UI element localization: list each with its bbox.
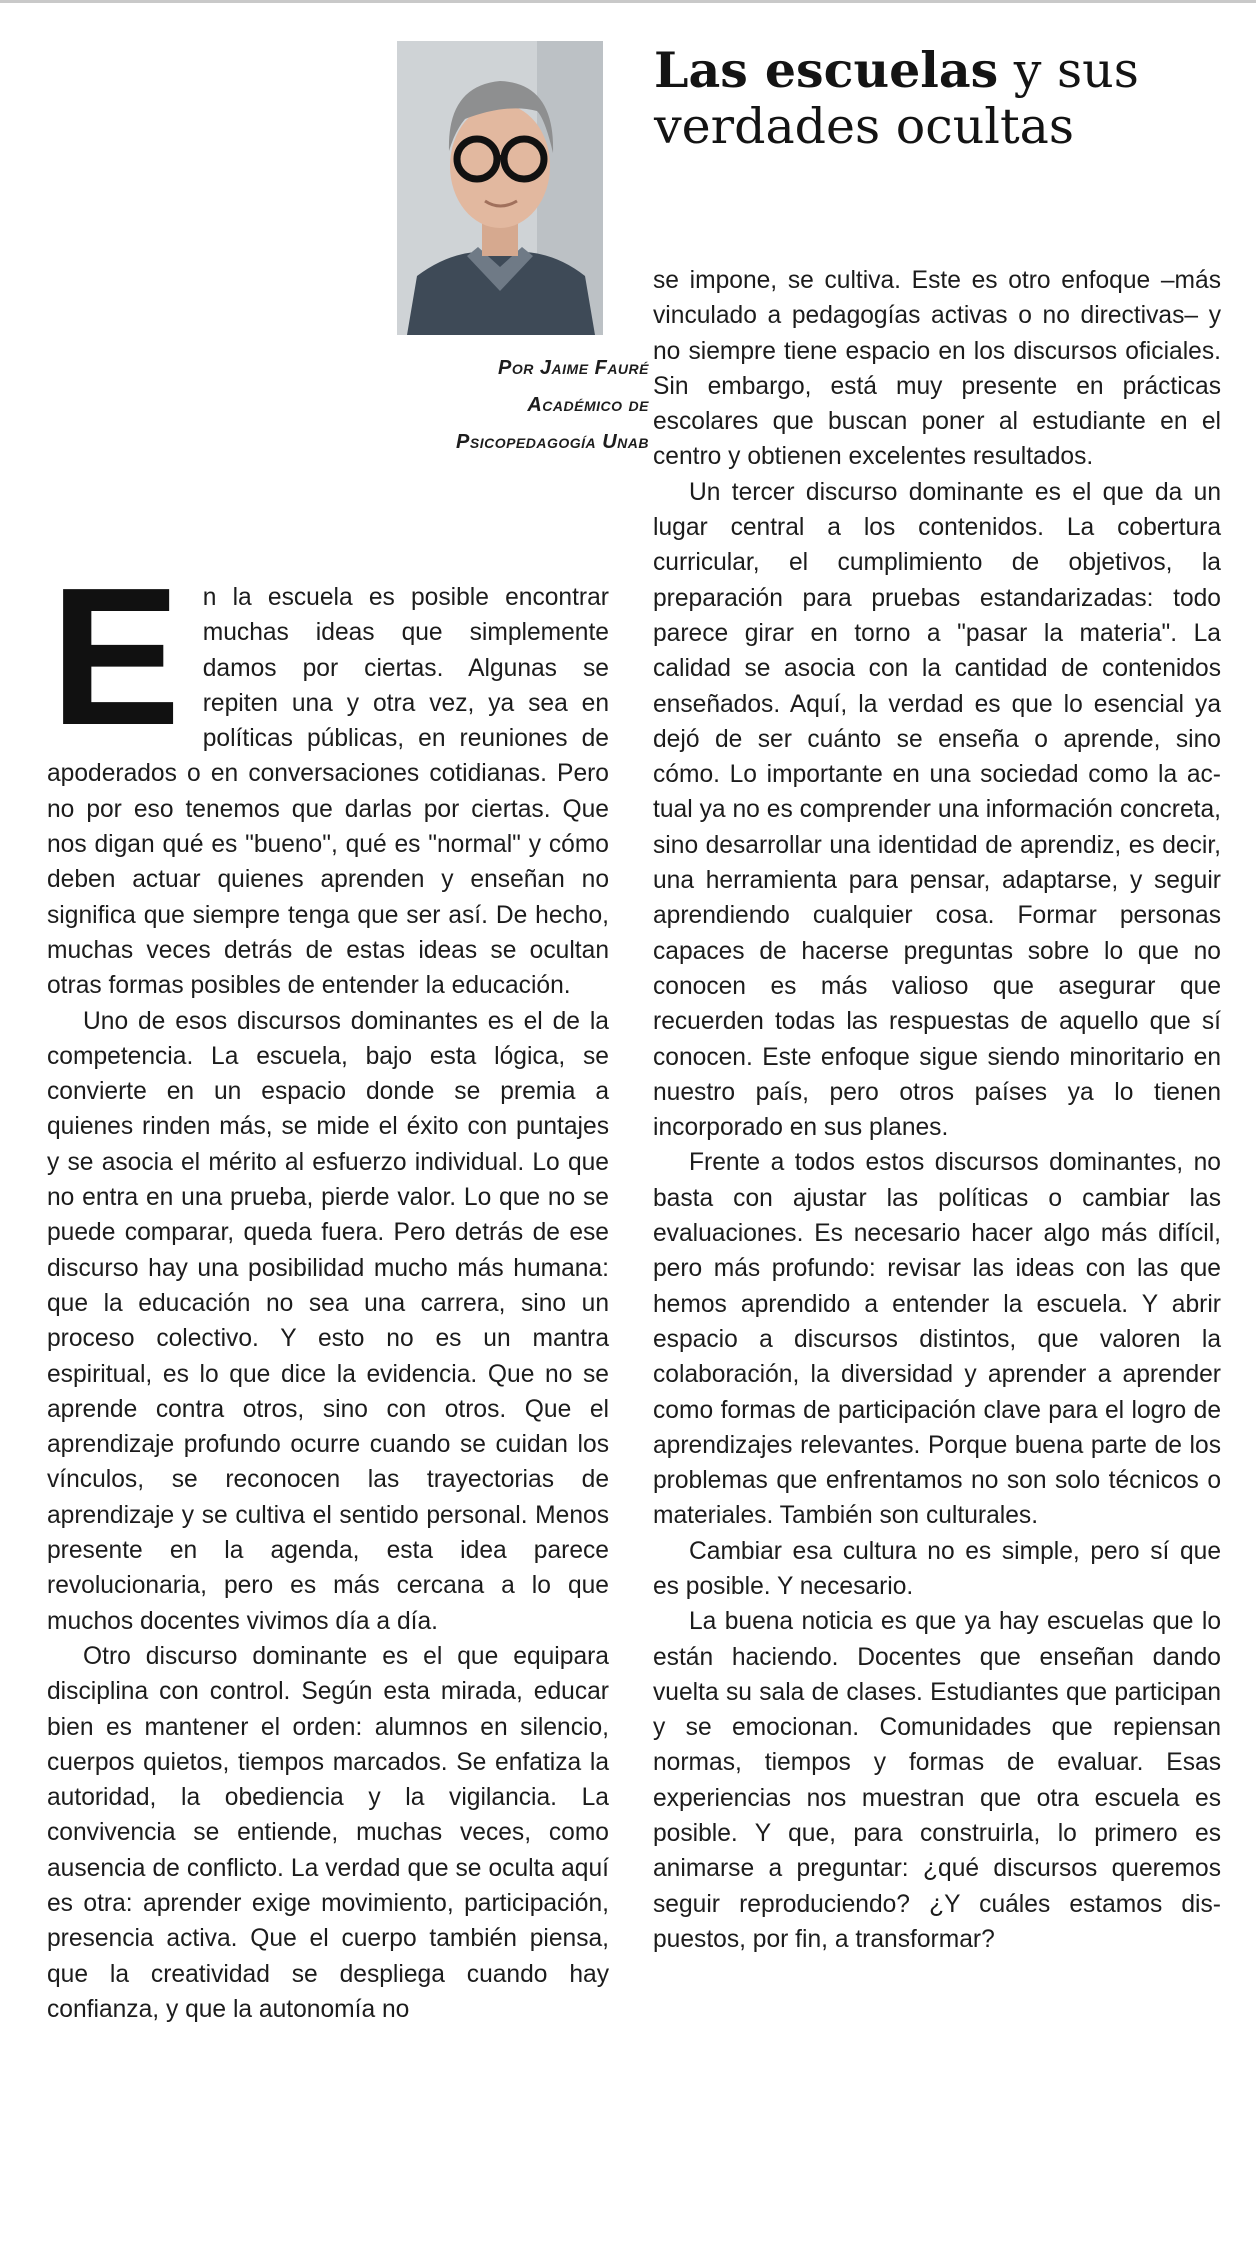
author-photo bbox=[397, 41, 603, 335]
byline-title: Académico de bbox=[527, 394, 649, 416]
drop-cap: E bbox=[50, 547, 181, 766]
article-column-right bbox=[653, 263, 1221, 1957]
paragraph-3: Otro discurso dominante es el que equipara disciplina con control. Según esta mirada, educar bien es mantener el orden: alumnos en silencio, cuerpos quietos, tiempos marcados. Se enfatiza la autoridad, la obediencia y la vigilancia. La convivencia se entiende, muchas veces, como ausencia de conflicto. La verdad que se oculta aquí es otra: aprender exige movimiento, participación, presencia activa. Que el cuerpo también piensa, que la creatividad se despliega cuando hay confianza, y que la autonomía no bbox=[47, 1642, 609, 2023]
byline-department: Psicopedagogía Unab bbox=[456, 431, 649, 453]
byline bbox=[456, 350, 649, 461]
headline-bold: Las escuelas bbox=[654, 41, 999, 99]
headline bbox=[654, 42, 1214, 155]
headline-line-2: verdades ocultas bbox=[654, 98, 1074, 155]
top-rule bbox=[0, 0, 1256, 3]
paragraph-2: Uno de esos discursos dominantes es el de la competencia. La escuela, bajo esta lógica, se convierte en un espacio donde se premia a quienes rinden más, se mide el éxito con puntajes y se asocia el mérito al esfuerzo individual. Lo que no entra en una prueba, pierde valor. Lo que no se puede comparar, queda fuera. Pero detrás de ese discurso hay una posibilidad mucho más humana: que la educación no sea una carrera, sino un proceso colectivo. Y esto no es un mantra espiritual, es lo que dice la evidencia. Que no se aprende contra otros, sino con otros. Que el aprendizaje profundo ocurre cuando se cuidan los vínculos, se reconocen las trayectorias de aprendizaje y se cultiva el sentido personal. Menos presente en la agenda, esta idea parece revolucionaria, pero es más cercana a lo que muchos docentes vivimos día a día. bbox=[47, 1007, 609, 1635]
paragraph-7: La buena noticia es que ya hay escuelas que lo están haciendo. Docentes que enseñan dando vuelta su sala de clases. Estudiantes que participan y se emocionan. Comunidades que repiensan normas, tiempos y formas de evaluar. Esas experiencias nos muestran que otra escuela es posible. Y que, para construirla, lo primero es animarse a preguntar: ¿qué discursos queremos seguir reproduciendo? ¿Y cuáles estamos dispuestos, por fin, a transformar? bbox=[653, 1608, 1221, 1953]
paragraph-1-text: n la escuela es posible encontrar muchas ideas que simplemente damos por ciertas. Algunas se repiten una y otra vez, ya sea en políticas públicas, en reuniones de apoderados o en conversaciones cotidianas. Pero no por eso tenemos que darlas por ciertas. Que nos digan qué es "bueno", qué es "normal" y cómo deben actuar quienes aprenden y enseñan no significa que siempre tenga que ser así. De hecho, muchas veces detrás de estas ideas se ocultan otras formas posibles de entender la educación. bbox=[47, 584, 609, 1000]
paragraph-1 bbox=[47, 547, 609, 1004]
article-column-left bbox=[47, 547, 609, 2027]
headline-rest: y sus bbox=[998, 42, 1139, 99]
paragraph-4: Un tercer discurso dominante es el que da un lugar central a los contenidos. La cobertura curricular, el cumplimiento de objetivos, la preparación para pruebas estandarizadas: todo parece girar en torno a "pasar la materia". La calidad se asocia con la cantidad de contenidos enseñados. Aquí, la verdad es que lo esencial ya dejó de ser cuánto se enseña o aprende, sino cómo. Lo importante en una sociedad como la actual ya no es comprender una información concreta, sino desarrollar una identidad de aprendiz, es decir, una herramienta para pensar, adaptarse, y seguir aprendiendo cualquier cosa. Formar personas capaces de hacerse preguntas sobre lo que no conocen es más valioso que asegurar que recuerden todas las respuestas de aquello que sí conocen. Este enfoque sigue siendo minoritario en nuestro país, pero otros países ya lo tienen incorporado en sus planes. bbox=[653, 478, 1221, 1142]
paragraph-3-continued: se impone, se cultiva. Este es otro enfoque –más vinculado a pedagogías activas o no directivas– y no siempre tiene espacio en los discursos oficiales. Sin embargo, está muy presente en prácticas escolares que buscan poner al estudiante en el centro y obtienen excelentes resultados. bbox=[653, 267, 1221, 471]
byline-author: Por Jaime Fauré bbox=[498, 357, 649, 379]
paragraph-5: Frente a todos estos discursos dominantes, no basta con ajustar las políticas o cambiar las evaluaciones. Es necesario hacer algo más difícil, pero más profundo: revisar las ideas con las que hemos aprendido a entender la escuela. Y abrir espacio a discursos distintos, que valoren la colaboración, la diversidad y aprender a aprender como formas de participación clave para el logro de aprendizajes relevantes. Porque buena parte de los problemas que enfrentamos no son solo técnicos o materiales. También son culturales. bbox=[653, 1149, 1221, 1530]
paragraph-6: Cambiar esa cultura no es simple, pero sí que es posible. Y necesario. bbox=[653, 1537, 1221, 1600]
